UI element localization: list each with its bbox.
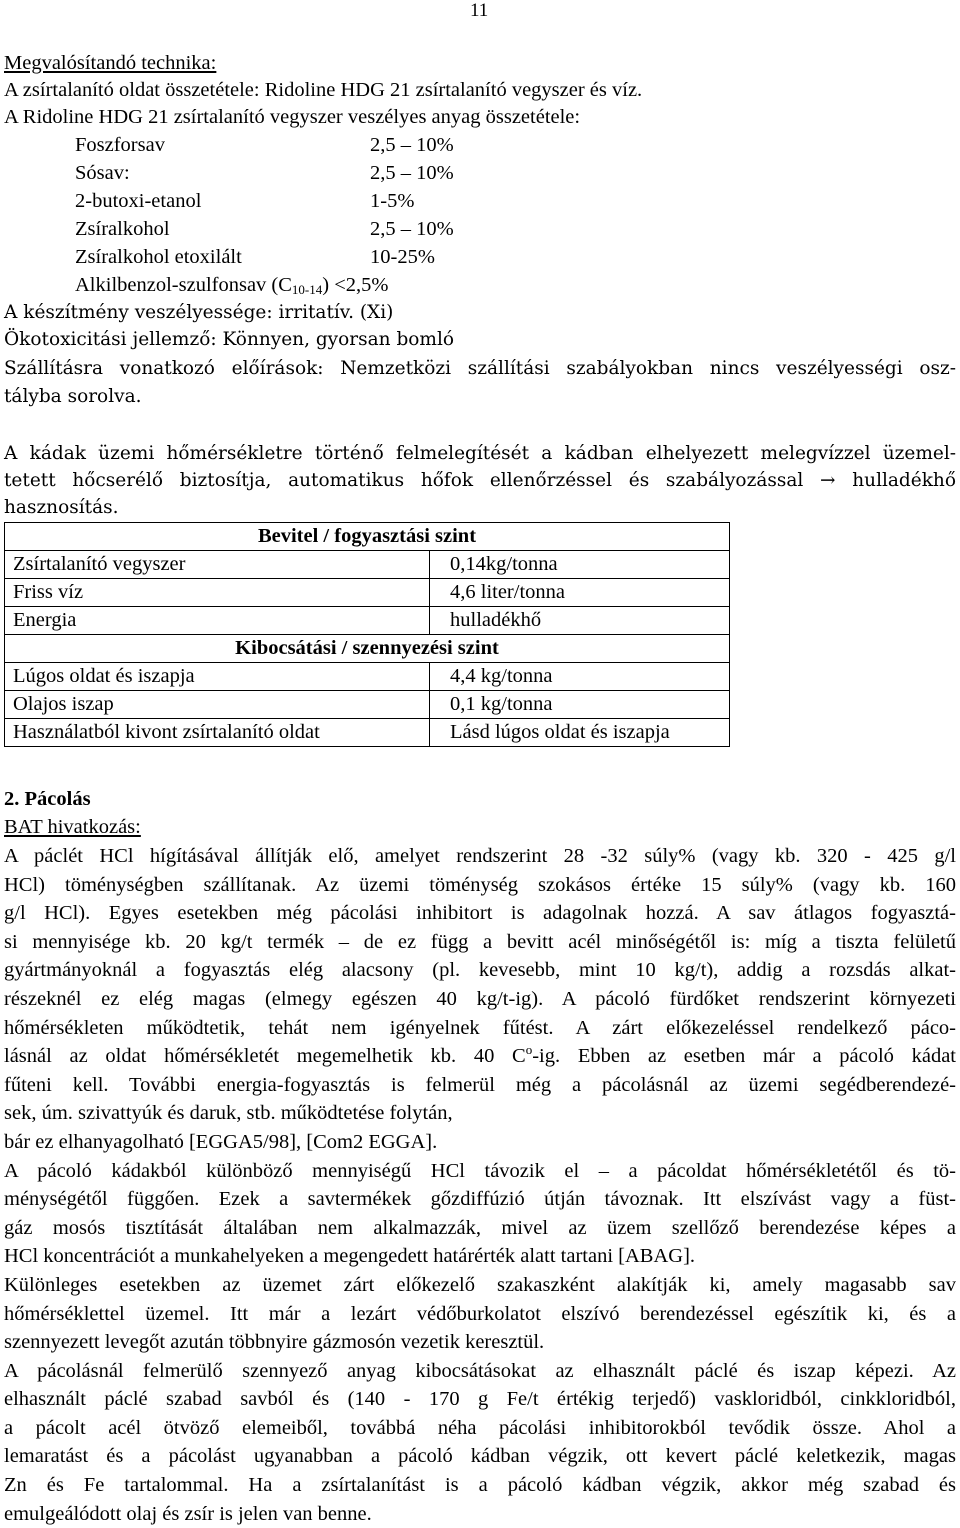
body-line: A pácoló kádakból különböző mennyiségű HCl távozik el – a pácoldat hőmérsékletétől és tö-: [4, 1159, 956, 1182]
component-name: Sósav:: [75, 162, 130, 184]
component-value: 10-25%: [370, 246, 435, 268]
component-value: 2,5 – 10%: [370, 134, 454, 156]
body-line: Zn és Fe tartalommal. Ha a zsírtalanítást is a pácoló kádban végzik, akkor még szabad és: [4, 1474, 956, 1497]
component-row: [0, 160, 600, 187]
table-row: [5, 635, 730, 663]
body-line: bár ez elhanyagolható [EGGA5/98], [Com2 EGGA].: [4, 1130, 438, 1153]
heating-line: A kádak üzemi hőmérsékletre történő felmelegítését a kádban elhelyezett melegvízzel üzemel-: [4, 443, 956, 464]
table-cell-value: hulladékhő: [430, 607, 730, 635]
table-cell-value: 4,4 kg/tonna: [430, 663, 730, 691]
temp-text-a: lásnál az oldat hőmérsékletét megemelhetik kb. 40 C: [4, 1045, 526, 1068]
input-header: Bevitel / fogyasztási szint: [5, 523, 730, 551]
table-cell-label: Használatból kivont zsírtalanító oldat: [5, 719, 430, 747]
component-name: Foszforsav: [75, 134, 165, 156]
body-line: ménységétől függően. Ezek a savtermékek gőzdiffúzió útján távoznak. Itt elszívást vagy a füst-: [4, 1188, 956, 1211]
component-value: 2,5 – 10%: [370, 162, 454, 184]
body-line: elhasznált páclé szabad savból és (140 - 170 g Fe/t értékig terjedő) vaskloridból, cinkkloridból,: [4, 1388, 956, 1411]
heating-line: tetett hőcserélő biztosítja, automatikus hőfok ellenőrzéssel és szabályozással → hulladékhő: [4, 470, 956, 491]
output-header: Kibocsátási / szennyezési szint: [5, 635, 730, 663]
table-cell-label: Zsírtalanító vegyszer: [5, 551, 430, 579]
table-cell-label: Friss víz: [5, 579, 430, 607]
body-line: A páclét HCl hígításával állítják elő, amelyet rendszerint 28 -32 súly% (vagy kb. 320 - 425 g/l: [4, 845, 956, 867]
bat-reference-label: BAT hivatkozás:: [4, 816, 141, 838]
table-row: [5, 663, 730, 691]
temp-text-b: -ig. Ebben az esetben már a pácoló kádat: [532, 1045, 956, 1068]
body-line: g/l HCl). Egyes esetekben még pácolási inhibitort is adagolnak hozzá. A sav átlagos fogyasztá-: [4, 902, 956, 925]
table-row: [5, 691, 730, 719]
body-line: gáz mosós tisztítását általában nem alkalmazzák, mivel az üzem szellőző berendezése képes a: [4, 1216, 956, 1239]
technique-heading: Megvalósítandó technika:: [4, 52, 217, 74]
component-value: 1-5%: [370, 190, 415, 212]
component-row-alkylbenzene: [75, 272, 388, 299]
composition-line: A zsírtalanító oldat összetétele: Ridoline HDG 21 zsírtalanító vegyszer és víz.: [4, 79, 643, 101]
section-body: [4, 842, 956, 1528]
body-line: hőmérséklettel üzemel. Itt már a lezárt védőburkolatot elszívó berendezéssel egészítik ki, és a: [4, 1302, 956, 1325]
ecotox-line: Ökotoxicitási jellemző: Könnyen, gyorsan bomló: [4, 329, 455, 350]
degree-superscript: o: [525, 1042, 533, 1058]
table-cell-value: 0,1 kg/tonna: [430, 691, 730, 719]
table-row: [5, 719, 730, 747]
table-cell-label: Olajos iszap: [5, 691, 430, 719]
hazard-line: A készítmény veszélyessége: irritatív. (Xi): [4, 302, 394, 323]
component-name: Zsíralkohol etoxilált: [75, 246, 242, 268]
body-line-temperature: [4, 1042, 956, 1071]
section-title: 2. Pácolás: [4, 788, 91, 810]
component-name: 2-butoxi-etanol: [75, 190, 202, 212]
component-value: 2,5 – 10%: [370, 218, 454, 240]
body-line: sek, úm. szivattyúk és daruk, stb. működtetése folytán,: [4, 1102, 453, 1125]
consumption-table: [4, 522, 730, 747]
body-line: szennyezett levegőt azután többnyire gázmosón vezetik keresztül.: [4, 1331, 545, 1354]
body-line: lemaratást és a pácolást ugyanabban a pácoló kádban végzik, ott kevert páclé keletkezik, magas: [4, 1445, 956, 1468]
hazard-intro: A Ridoline HDG 21 zsírtalanító vegyszer veszélyes anyag összetétele:: [4, 106, 581, 128]
component-row: [0, 244, 600, 271]
table-row: [5, 579, 730, 607]
body-line: gyártmányoknál a fogyasztás elég alacsony (pl. kevesebb, mint 10 kg/t), addig a rozsdás alkat-: [4, 959, 956, 982]
heating-line: hasznosítás.: [4, 497, 119, 518]
component-row: [0, 132, 600, 159]
table-row: [5, 551, 730, 579]
component-subscript: 10-14: [291, 282, 323, 297]
body-line: HCl) töménységben szállítanak. Az üzemi töménység szokásos értéke 15 súly% (vagy kb. 160: [4, 873, 956, 896]
body-line: emulgeálódott olaj és zsír is jelen van benne.: [4, 1502, 372, 1525]
table-row: [5, 523, 730, 551]
body-line: HCl koncentrációt a munkahelyeken a megengedett határérték alatt tartani [ABAG].: [4, 1245, 696, 1268]
component-row: [0, 216, 600, 243]
table-cell-value: 4,6 liter/tonna: [430, 579, 730, 607]
table-row: [5, 607, 730, 635]
body-line: a pácolt acél ötvöző elemeiből, továbbá néha pácolási inhibitorokból tevődik össze. Ahol a: [4, 1416, 956, 1439]
body-line: A pácolásnál felmerülő szennyező anyag kibocsátásokat az elhasznált páclé és iszap képezi. Az: [4, 1359, 956, 1382]
transport-line: tályba sorolva.: [4, 386, 142, 407]
component-prefix: Alkilbenzol-szulfonsav (C: [75, 274, 292, 296]
body-line: fűteni kell. További energia-fogyasztás is felmerül még a pácolásnál az üzemi segédberendezé-: [4, 1073, 956, 1096]
body-line: részeknél ez elég magas (elmegy egészen 40 kg/t-ig). A pácoló fürdőket rendszerint környezeti: [4, 987, 956, 1010]
component-row: [0, 188, 600, 215]
table-cell-value: Lásd lúgos oldat és iszapja: [430, 719, 730, 747]
table-cell-label: Energia: [5, 607, 430, 635]
component-suffix: ) <2,5%: [322, 274, 389, 296]
body-line: si mennyisége kb. 20 kg/t termék – de ez függ a bevitt acél minőségétől is: míg a tiszta felületű: [4, 930, 956, 953]
table-cell-label: Lúgos oldat és iszapja: [5, 663, 430, 691]
body-line: Különleges esetekben az üzemet zárt előkezelő szakaszként alakítják ki, amely magasabb sav: [4, 1273, 956, 1296]
body-line: hőmérsékleten működtetik, tehát nem igényelnek fűtést. A zárt előkezeléssel rendelkező páco-: [4, 1016, 956, 1039]
table-cell-value: 0,14kg/tonna: [430, 551, 730, 579]
page-number: 11: [470, 0, 489, 21]
transport-line: Szállításra vonatkozó előírások: Nemzetközi szállítási szabályokban nincs veszélyességi osz-: [4, 358, 956, 379]
component-name: Zsíralkohol: [75, 218, 170, 240]
